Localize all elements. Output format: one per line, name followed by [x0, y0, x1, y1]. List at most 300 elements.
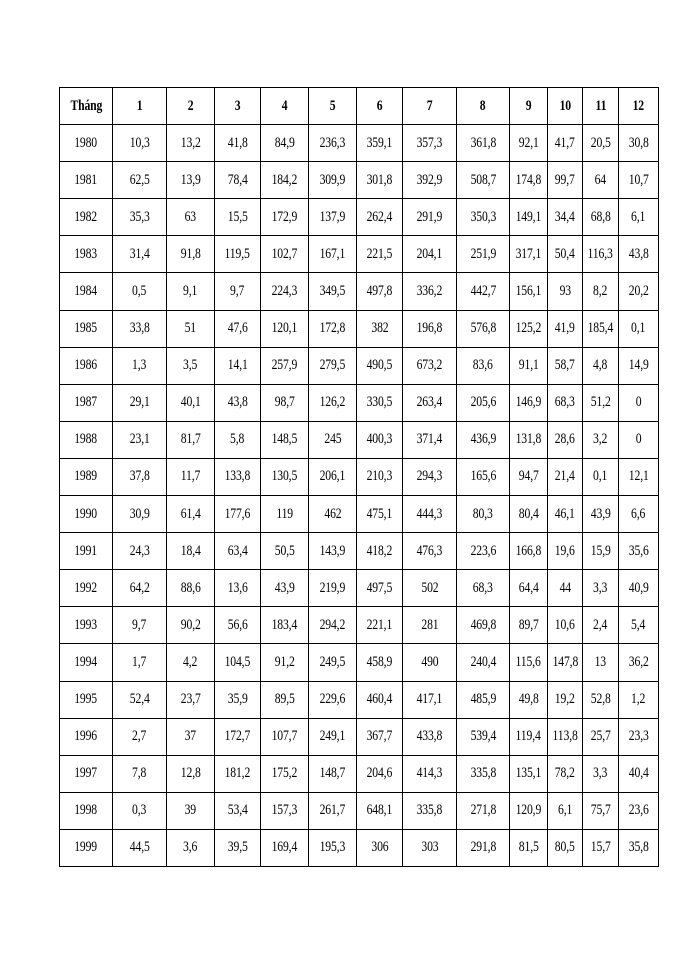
value-cell [619, 199, 659, 236]
header-row [60, 88, 659, 125]
value-cell [113, 718, 167, 755]
value-cell [261, 310, 309, 347]
cell-text: 41,7 [555, 134, 575, 151]
value-cell [113, 829, 167, 866]
cell-text: 91,1 [518, 357, 539, 374]
cell-text: 11,7 [180, 468, 201, 485]
value-cell [167, 607, 215, 644]
value-cell [357, 607, 403, 644]
cell-text: 1980 [74, 134, 98, 151]
cell-text: 15,5 [227, 208, 248, 225]
value-cell [167, 829, 215, 866]
value-cell [113, 162, 167, 199]
cell-text: 359,1 [366, 134, 393, 151]
value-cell [309, 236, 357, 273]
value-cell [403, 570, 457, 607]
value-cell [403, 681, 457, 718]
cell-text: 7,8 [132, 765, 147, 782]
cell-text: 1996 [74, 728, 98, 745]
cell-text: 1985 [74, 320, 98, 337]
value-cell [457, 199, 510, 236]
header-cell-month [510, 88, 548, 125]
cell-text: 137,9 [319, 208, 346, 225]
cell-text: 3,3 [593, 765, 608, 782]
cell-text: 6,6 [631, 505, 646, 522]
value-cell [548, 570, 583, 607]
value-cell [403, 607, 457, 644]
cell-text: 257,9 [271, 357, 298, 374]
value-cell [309, 829, 357, 866]
value-cell [113, 347, 167, 384]
value-cell [309, 347, 357, 384]
cell-text: 23,7 [180, 691, 201, 708]
year-cell [60, 125, 113, 162]
cell-text: 102,7 [271, 245, 298, 262]
cell-text: 1981 [74, 171, 98, 188]
cell-text: 81,5 [518, 839, 539, 856]
value-cell [357, 162, 403, 199]
value-cell [510, 273, 548, 310]
cell-text: 206,1 [319, 468, 346, 485]
value-cell [510, 347, 548, 384]
cell-text: 20,2 [628, 283, 649, 300]
value-cell [548, 755, 583, 792]
cell-text: 51,2 [590, 394, 611, 411]
cell-text: 31,4 [129, 245, 150, 262]
value-cell [457, 644, 510, 681]
table-row [60, 792, 659, 829]
value-cell [357, 718, 403, 755]
cell-text: 1998 [74, 802, 98, 819]
value-cell [309, 755, 357, 792]
header-cell-text: 10 [559, 97, 571, 114]
cell-text: 371,4 [416, 431, 443, 448]
cell-text: 5,4 [631, 616, 646, 633]
value-cell [548, 718, 583, 755]
value-cell [583, 458, 619, 495]
cell-text: 335,8 [470, 765, 496, 782]
cell-text: 34,4 [555, 208, 575, 225]
value-cell [619, 310, 659, 347]
cell-text: 469,8 [470, 616, 496, 633]
value-cell [583, 607, 619, 644]
cell-text: 418,2 [366, 542, 393, 559]
value-cell [583, 829, 619, 866]
value-cell [548, 125, 583, 162]
value-cell [167, 236, 215, 273]
value-cell [403, 718, 457, 755]
cell-text: 294,3 [416, 468, 443, 485]
cell-text: 1993 [74, 616, 98, 633]
cell-text: 36,2 [628, 653, 649, 670]
value-cell [583, 570, 619, 607]
cell-text: 539,4 [470, 728, 496, 745]
value-cell [510, 458, 548, 495]
value-cell [167, 273, 215, 310]
cell-text: 1990 [74, 505, 98, 522]
header-cell-text: 9 [525, 97, 532, 114]
value-cell [113, 421, 167, 458]
cell-text: 291,9 [416, 208, 443, 225]
header-cell-text: 1 [136, 97, 143, 114]
value-cell [215, 162, 261, 199]
cell-text: 4,2 [183, 653, 198, 670]
value-cell [357, 347, 403, 384]
cell-text: 143,9 [319, 542, 346, 559]
value-cell [457, 125, 510, 162]
cell-text: 174,8 [515, 171, 542, 188]
value-cell [215, 718, 261, 755]
value-cell [261, 421, 309, 458]
cell-text: 1991 [74, 542, 98, 559]
value-cell [309, 792, 357, 829]
value-cell [261, 792, 309, 829]
value-cell [583, 347, 619, 384]
value-cell [215, 199, 261, 236]
value-cell [261, 533, 309, 570]
year-cell [60, 533, 113, 570]
cell-text: 120,9 [515, 802, 542, 819]
value-cell [113, 570, 167, 607]
header-cell-text: 8 [480, 97, 486, 114]
value-cell [357, 496, 403, 533]
cell-text: 40,4 [628, 765, 649, 782]
value-cell [457, 792, 510, 829]
cell-text: 1984 [74, 283, 98, 300]
value-cell [215, 570, 261, 607]
value-cell [403, 162, 457, 199]
value-cell [215, 755, 261, 792]
cell-text: 125,2 [515, 320, 542, 337]
value-cell [619, 533, 659, 570]
cell-text: 1992 [74, 579, 98, 596]
cell-text: 475,1 [366, 505, 393, 522]
value-cell [215, 384, 261, 421]
value-cell [457, 421, 510, 458]
cell-text: 1983 [74, 245, 98, 262]
value-cell [548, 829, 583, 866]
cell-text: 90,2 [180, 616, 201, 633]
value-cell [510, 125, 548, 162]
cell-text: 53,4 [227, 802, 248, 819]
cell-text: 126,2 [319, 394, 346, 411]
value-cell [309, 607, 357, 644]
cell-text: 414,3 [416, 765, 443, 782]
value-cell [619, 570, 659, 607]
value-cell [357, 421, 403, 458]
year-cell [60, 458, 113, 495]
cell-text: 444,3 [416, 505, 443, 522]
value-cell [215, 681, 261, 718]
table-row [60, 607, 659, 644]
value-cell [583, 162, 619, 199]
cell-text: 43,9 [274, 579, 295, 596]
value-cell [457, 533, 510, 570]
cell-text: 115,6 [515, 653, 542, 670]
value-cell [619, 644, 659, 681]
value-cell [510, 236, 548, 273]
cell-text: 433,8 [416, 728, 443, 745]
value-cell [457, 310, 510, 347]
cell-text: 119,4 [515, 728, 542, 745]
cell-text: 648,1 [366, 802, 393, 819]
value-cell [113, 273, 167, 310]
value-cell [583, 496, 619, 533]
value-cell [113, 384, 167, 421]
header-cell-text: 5 [329, 97, 336, 114]
cell-text: 81,7 [180, 431, 201, 448]
cell-text: 263,4 [416, 394, 443, 411]
value-cell [619, 384, 659, 421]
value-cell [167, 347, 215, 384]
value-cell [357, 533, 403, 570]
monthly-data-table [59, 87, 659, 867]
table-row [60, 718, 659, 755]
value-cell [583, 273, 619, 310]
cell-text: 46,1 [555, 505, 575, 522]
header-cell-text: 7 [426, 97, 433, 114]
cell-text: 37,8 [129, 468, 150, 485]
cell-text: 39 [184, 802, 197, 819]
value-cell [309, 384, 357, 421]
cell-text: 43,9 [590, 505, 611, 522]
value-cell [619, 347, 659, 384]
cell-text: 23,1 [129, 431, 150, 448]
cell-text: 10,3 [129, 134, 150, 151]
cell-text: 91,2 [274, 653, 295, 670]
cell-text: 261,7 [319, 802, 346, 819]
value-cell [510, 199, 548, 236]
cell-text: 93 [559, 283, 571, 300]
value-cell [357, 273, 403, 310]
cell-text: 35,6 [628, 542, 649, 559]
value-cell [619, 829, 659, 866]
year-cell [60, 199, 113, 236]
year-cell [60, 829, 113, 866]
value-cell [113, 533, 167, 570]
value-cell [113, 644, 167, 681]
cell-text: 349,5 [319, 283, 346, 300]
cell-text: 2,7 [132, 728, 147, 745]
cell-text: 80,4 [518, 505, 539, 522]
value-cell [309, 496, 357, 533]
cell-text: 104,5 [224, 653, 251, 670]
cell-text: 1,2 [631, 691, 646, 708]
value-cell [215, 644, 261, 681]
cell-text: 40,9 [628, 579, 649, 596]
cell-text: 13,9 [180, 171, 201, 188]
value-cell [510, 421, 548, 458]
cell-text: 63 [184, 208, 197, 225]
value-cell [583, 718, 619, 755]
value-cell [113, 310, 167, 347]
cell-text: 442,7 [470, 283, 496, 300]
cell-text: 361,8 [470, 134, 496, 151]
value-cell [548, 199, 583, 236]
value-cell [510, 718, 548, 755]
cell-text: 40,1 [180, 394, 201, 411]
value-cell [403, 125, 457, 162]
value-cell [510, 384, 548, 421]
table-row [60, 458, 659, 495]
value-cell [510, 162, 548, 199]
cell-text: 271,8 [470, 802, 496, 819]
value-cell [403, 829, 457, 866]
value-cell [357, 829, 403, 866]
table-row [60, 236, 659, 273]
cell-text: 0,1 [631, 320, 646, 337]
cell-text: 68,3 [555, 394, 575, 411]
value-cell [167, 496, 215, 533]
cell-text: 39,5 [227, 839, 248, 856]
value-cell [113, 607, 167, 644]
value-cell [309, 533, 357, 570]
value-cell [510, 607, 548, 644]
value-cell [309, 310, 357, 347]
value-cell [215, 792, 261, 829]
table-header [60, 88, 659, 125]
cell-text: 119,5 [224, 245, 251, 262]
value-cell [457, 384, 510, 421]
value-cell [619, 718, 659, 755]
cell-text: 262,4 [366, 208, 393, 225]
value-cell [619, 458, 659, 495]
value-cell [215, 125, 261, 162]
value-cell [357, 125, 403, 162]
header-cell-month [457, 88, 510, 125]
cell-text: 116,3 [587, 245, 614, 262]
value-cell [167, 755, 215, 792]
value-cell [357, 236, 403, 273]
cell-text: 13 [594, 653, 607, 670]
header-cell-month [215, 88, 261, 125]
cell-text: 94,7 [518, 468, 539, 485]
value-cell [619, 681, 659, 718]
cell-text: 236,3 [319, 134, 346, 151]
value-cell [357, 681, 403, 718]
cell-text: 51 [184, 320, 197, 337]
value-cell [457, 496, 510, 533]
value-cell [403, 347, 457, 384]
value-cell [167, 421, 215, 458]
value-cell [167, 644, 215, 681]
cell-text: 35,8 [628, 839, 649, 856]
cell-text: 120,1 [271, 320, 298, 337]
value-cell [113, 199, 167, 236]
value-cell [309, 199, 357, 236]
value-cell [261, 199, 309, 236]
table-row [60, 347, 659, 384]
year-cell [60, 162, 113, 199]
cell-text: 61,4 [180, 505, 201, 522]
cell-text: 92,1 [518, 134, 539, 151]
cell-text: 12,8 [180, 765, 201, 782]
value-cell [457, 162, 510, 199]
value-cell [548, 421, 583, 458]
value-cell [510, 681, 548, 718]
cell-text: 165,6 [470, 468, 496, 485]
cell-text: 0 [635, 431, 642, 448]
value-cell [457, 607, 510, 644]
value-cell [619, 273, 659, 310]
cell-text: 485,9 [470, 691, 496, 708]
cell-text: 12,1 [628, 468, 649, 485]
cell-text: 84,9 [274, 134, 295, 151]
cell-text: 113,8 [552, 728, 578, 745]
value-cell [583, 125, 619, 162]
cell-text: 476,3 [416, 542, 443, 559]
value-cell [619, 496, 659, 533]
cell-text: 78,2 [555, 765, 575, 782]
cell-text: 3,2 [593, 431, 608, 448]
cell-text: 169,4 [271, 839, 298, 856]
value-cell [309, 570, 357, 607]
header-cell-thang [60, 88, 113, 125]
value-cell [619, 792, 659, 829]
cell-text: 183,4 [271, 616, 298, 633]
value-cell [215, 347, 261, 384]
value-cell [619, 125, 659, 162]
cell-text: 0,3 [132, 802, 147, 819]
cell-text: 210,3 [366, 468, 393, 485]
value-cell [309, 681, 357, 718]
header-cell-text: 2 [187, 97, 194, 114]
value-cell [215, 458, 261, 495]
cell-text: 175,2 [271, 765, 298, 782]
value-cell [167, 533, 215, 570]
value-cell [457, 718, 510, 755]
cell-text: 508,7 [470, 171, 496, 188]
year-cell [60, 236, 113, 273]
value-cell [510, 644, 548, 681]
value-cell [403, 236, 457, 273]
cell-text: 68,8 [590, 208, 611, 225]
value-cell [167, 162, 215, 199]
value-cell [619, 755, 659, 792]
value-cell [261, 236, 309, 273]
cell-text: 14,9 [628, 357, 649, 374]
cell-text: 133,8 [224, 468, 251, 485]
cell-text: 0,1 [593, 468, 608, 485]
cell-text: 303 [420, 839, 439, 856]
value-cell [167, 458, 215, 495]
value-cell [583, 644, 619, 681]
value-cell [457, 829, 510, 866]
year-cell [60, 755, 113, 792]
cell-text: 88,6 [180, 579, 201, 596]
cell-text: 382 [370, 320, 389, 337]
value-cell [357, 384, 403, 421]
table-row [60, 681, 659, 718]
value-cell [167, 792, 215, 829]
value-cell [215, 607, 261, 644]
cell-text: 3,6 [183, 839, 198, 856]
value-cell [357, 792, 403, 829]
cell-text: 205,6 [470, 394, 496, 411]
cell-text: 41,9 [555, 320, 575, 337]
year-cell [60, 607, 113, 644]
cell-text: 417,1 [416, 691, 443, 708]
value-cell [215, 236, 261, 273]
cell-text: 436,9 [470, 431, 496, 448]
value-cell [583, 681, 619, 718]
value-cell [548, 273, 583, 310]
cell-text: 1995 [74, 691, 98, 708]
cell-text: 166,8 [515, 542, 542, 559]
value-cell [457, 236, 510, 273]
cell-text: 392,9 [416, 171, 443, 188]
cell-text: 1997 [74, 765, 98, 782]
